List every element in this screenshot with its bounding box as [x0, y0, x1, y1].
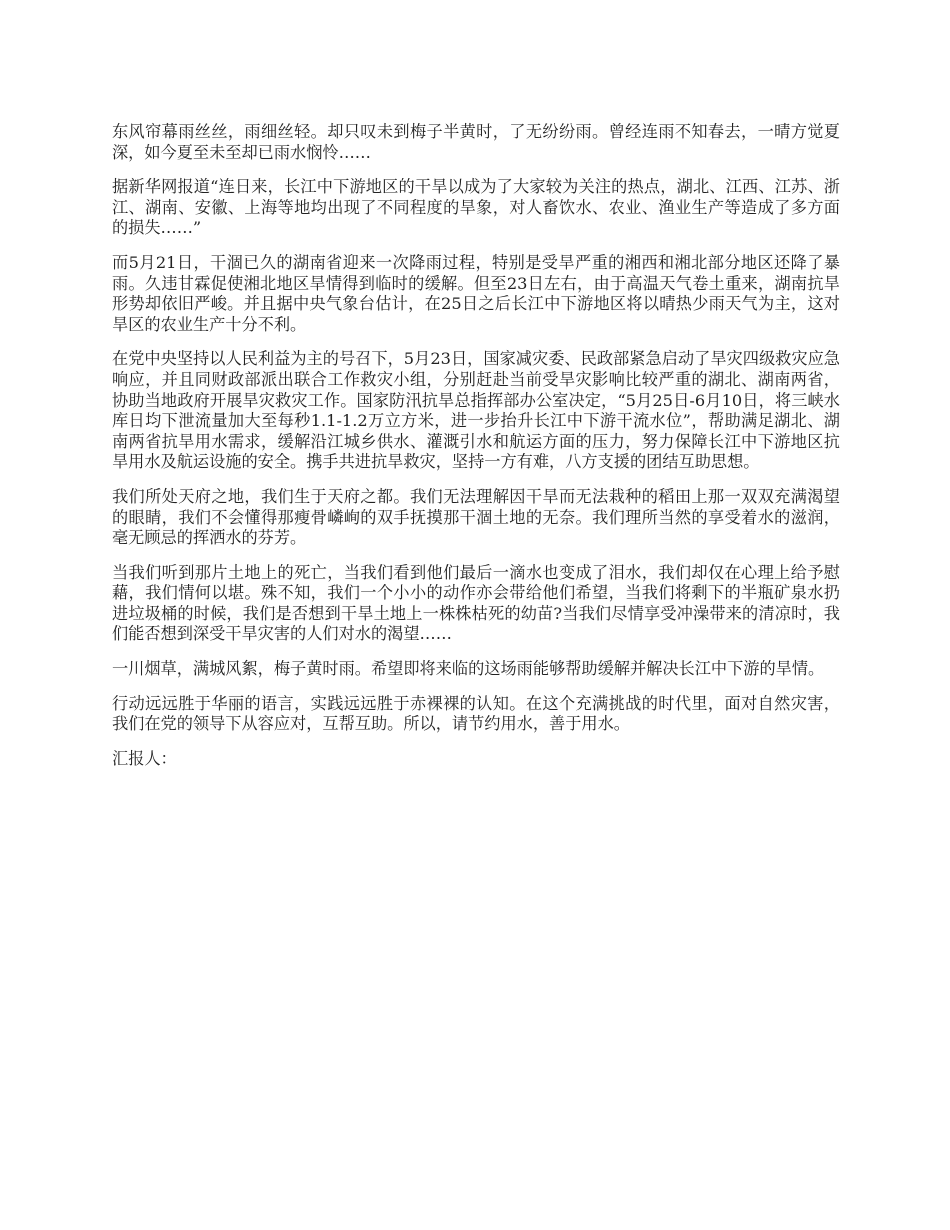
paragraph-5: 我们所处天府之地，我们生于天府之都。我们无法理解因干旱而无法栽种的稻田上那一双双充满渴望的眼睛，我们不会懂得那瘦骨嶙峋的双手抚摸那干涸土地的无奈。我们理所当然的享受着水的滋润，毫无顾忌的挥洒水的芬芳。	[112, 486, 840, 548]
paragraph-1: 东风帘幕雨丝丝，雨细丝轻。却只叹未到梅子半黄时，了无纷纷雨。曾经连雨不知春去，一晴方觉夏深，如今夏至未至却已雨水悯怜……	[112, 122, 840, 162]
paragraph-8: 行动远远胜于华丽的语言，实践远远胜于赤裸裸的认知。在这个充满挑战的时代里，面对自然灾害，我们在党的领导下从容应对，互帮互助。所以，请节约用水，善于用水。	[112, 693, 840, 734]
paragraph-3: 而5月21日，干涸已久的湖南省迎来一次降雨过程，特别是受旱严重的湘西和湘北部分地区还降了暴雨。久违甘霖促使湘北地区旱情得到临时的缓解。但至23日左右，由于高温天气卷土重来，湖南抗旱形势却依旧严峻。并且据中央气象台估计，在25日之后长江中下游地区将以晴热少雨天气为主，这对旱区的农业生产十分不利。	[112, 252, 840, 334]
paragraph-7: 一川烟草，满城风絮，梅子黄时雨。希望即将来临的这场雨能够帮助缓解并解决长江中下游的旱情。	[112, 659, 825, 679]
paragraph-4: 在党中央坚持以人民利益为主的号召下，5月23日，国家减灾委、民政部紧急启动了旱灾四级救灾应急响应，并且同财政部派出联合工作救灾小组，分别赶赴当前受旱灾影响比较严重的湖北、湖南两省，协助当地政府开展旱灾救灾工作。国家防汛抗旱总指挥部办公室决定，“5月25日-6月10日，将三峡水库日均下泄流量加大至每秒1.1-1.2万立方米，进一步抬升长江中下游干流水位”，帮助满足湖北、湖南两省抗旱用水需求，缓解沿江城乡供水、灌溉引水和航运方面的压力，努力保障长江中下游地区抗旱用水及航运设施的安全。携手共进抗旱救灾，坚持一方有难，八方支援的团结互助思想。	[112, 349, 840, 472]
paragraph-2: 据新华网报道“连日来，长江中下游地区的干旱以成为了大家较为关注的热点，湖北、江西、江苏、浙江、湖南、安徽、上海等地均出现了不同程度的旱象，对人畜饮水、农业、渔业生产等造成了多方面的损失……”	[112, 177, 840, 238]
paragraph-6: 当我们听到那片土地上的死亡，当我们看到他们最后一滴水也变成了泪水，我们却仅在心理上给予慰藉，我们情何以堪。殊不知，我们一个小小的动作亦会带给他们希望，当我们将剩下的半瓶矿泉水扔进垃圾桶的时候，我们是否想到干旱土地上一株株枯死的幼苗?当我们尽情享受冲澡带来的清凉时，我们能否想到深受干旱灾害的人们对水的渴望……	[112, 562, 840, 644]
document-body	[112, 122, 840, 783]
reporter-line: 汇报人：	[112, 748, 177, 768]
